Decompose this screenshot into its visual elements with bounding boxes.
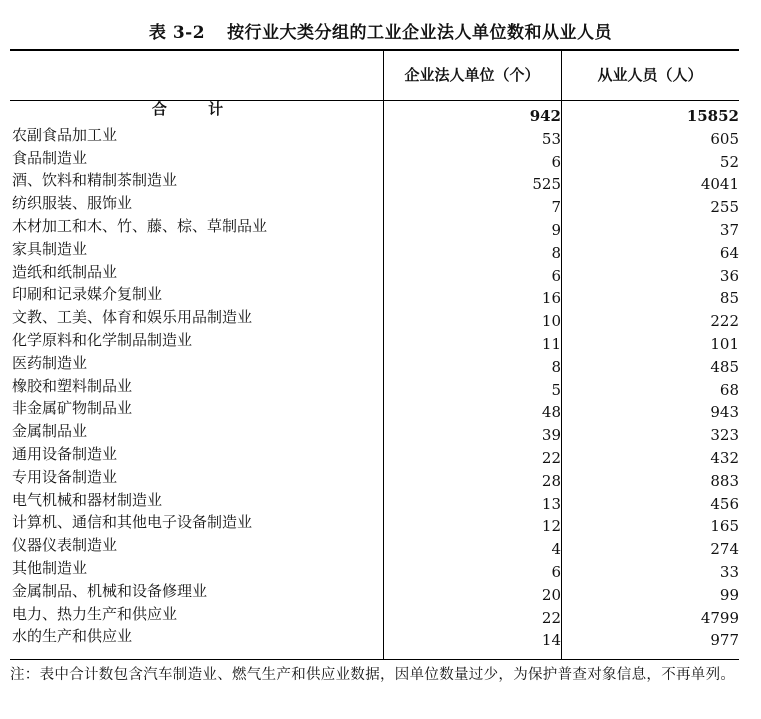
employees-value: 37 bbox=[719, 220, 739, 239]
industry-name: 水的生产和供应业 bbox=[12, 627, 133, 646]
units-value: 6 bbox=[551, 152, 561, 171]
units-value: 28 bbox=[541, 471, 561, 490]
units-value: 53 bbox=[541, 129, 561, 148]
industry-name: 金属制品业 bbox=[12, 422, 88, 441]
units-value: 12 bbox=[541, 517, 561, 536]
industry-name: 专用设备制造业 bbox=[12, 467, 118, 486]
header-units: 企业法人单位（个） bbox=[404, 66, 540, 84]
table-row bbox=[10, 511, 739, 534]
table-row bbox=[10, 443, 739, 466]
table-row bbox=[10, 124, 739, 147]
industry-name: 电气机械和器材制造业 bbox=[12, 490, 163, 509]
employees-value: 36 bbox=[719, 266, 739, 285]
employees-value: 485 bbox=[710, 357, 739, 376]
employees-value: 883 bbox=[710, 471, 739, 490]
total-label: 合 计 bbox=[151, 100, 242, 118]
table-row bbox=[10, 352, 739, 375]
table-row bbox=[10, 192, 739, 215]
industry-name: 食品制造业 bbox=[12, 148, 88, 167]
table-row bbox=[10, 420, 739, 443]
employees-value: 977 bbox=[710, 631, 739, 650]
table-row bbox=[10, 375, 739, 398]
employees-value: 165 bbox=[710, 517, 739, 536]
table-row bbox=[10, 534, 739, 557]
industry-name: 计算机、通信和其他电子设备制造业 bbox=[12, 513, 253, 532]
units-value: 10 bbox=[541, 312, 561, 331]
footnote: 注：表中合计数包含汽车制造业、燃气生产和供应业数据，因单位数量过少，为保护普查对象信息，不再单列。 bbox=[10, 667, 736, 683]
units-value: 48 bbox=[541, 403, 561, 422]
industry-name: 非金属矿物制品业 bbox=[12, 399, 133, 418]
units-value: 22 bbox=[541, 608, 561, 627]
units-value: 6 bbox=[551, 562, 561, 581]
employees-value: 64 bbox=[719, 243, 739, 262]
units-value: 20 bbox=[541, 585, 561, 604]
industry-name: 文教、工美、体育和娱乐用品制造业 bbox=[12, 308, 253, 327]
table-title-text: 按行业大类分组的工业企业法人单位数和从业人员 bbox=[227, 23, 613, 43]
employees-value: 52 bbox=[719, 152, 739, 171]
units-value: 8 bbox=[551, 357, 561, 376]
units-value: 5 bbox=[551, 380, 561, 399]
industry-name: 电力、热力生产和供应业 bbox=[12, 604, 178, 623]
employees-value: 255 bbox=[710, 198, 739, 217]
employees-value: 4041 bbox=[700, 175, 739, 194]
bottom-rule bbox=[10, 659, 739, 660]
industry-name: 橡胶和塑料制品业 bbox=[12, 376, 133, 395]
table-row bbox=[10, 397, 739, 420]
employees-value: 605 bbox=[710, 129, 739, 148]
table-row bbox=[10, 580, 739, 603]
table-body bbox=[10, 101, 739, 648]
units-value: 22 bbox=[541, 448, 561, 467]
units-value: 525 bbox=[532, 175, 561, 194]
table-row bbox=[10, 283, 739, 306]
employees-value: 33 bbox=[719, 562, 739, 581]
table-row bbox=[10, 603, 739, 626]
table-row bbox=[10, 238, 739, 261]
units-value: 11 bbox=[541, 334, 561, 353]
units-value: 13 bbox=[541, 494, 561, 513]
table-number: 表 3-2 bbox=[148, 23, 206, 43]
employees-value: 101 bbox=[710, 334, 739, 353]
units-value: 7 bbox=[551, 198, 561, 217]
header-employees: 从业人员（人） bbox=[597, 66, 703, 84]
employees-value: 222 bbox=[710, 312, 739, 331]
table-row bbox=[10, 169, 739, 192]
employees-value: 456 bbox=[710, 494, 739, 513]
industry-name: 仪器仪表制造业 bbox=[12, 536, 118, 555]
total-employees: 15852 bbox=[686, 107, 739, 125]
units-value: 8 bbox=[551, 243, 561, 262]
industry-name: 纺织服装、服饰业 bbox=[12, 194, 133, 213]
total-row bbox=[10, 101, 739, 124]
table-row bbox=[10, 329, 739, 352]
industry-name: 造纸和纸制品业 bbox=[12, 262, 118, 281]
employees-value: 323 bbox=[710, 426, 739, 445]
table-row bbox=[10, 306, 739, 329]
units-value: 39 bbox=[541, 426, 561, 445]
table-row bbox=[10, 215, 739, 238]
table-row bbox=[10, 557, 739, 580]
units-value: 4 bbox=[551, 540, 561, 559]
employees-value: 99 bbox=[719, 585, 739, 604]
total-units: 942 bbox=[529, 107, 561, 125]
table-row bbox=[10, 261, 739, 284]
industry-name: 化学原料和化学制品制造业 bbox=[12, 330, 193, 349]
industry-name: 酒、饮料和精制茶制造业 bbox=[12, 171, 178, 190]
units-value: 14 bbox=[541, 631, 561, 650]
table-row bbox=[10, 489, 739, 512]
employees-value: 432 bbox=[710, 448, 739, 467]
table-row bbox=[10, 147, 739, 170]
employees-value: 4799 bbox=[700, 608, 739, 627]
employees-value: 85 bbox=[719, 289, 739, 308]
table-title bbox=[0, 18, 761, 43]
employees-value: 68 bbox=[719, 380, 739, 399]
units-value: 9 bbox=[551, 220, 561, 239]
industry-name: 木材加工和木、竹、藤、棕、草制品业 bbox=[12, 216, 268, 235]
industry-name: 金属制品、机械和设备修理业 bbox=[12, 581, 208, 600]
employees-value: 943 bbox=[710, 403, 739, 422]
units-value: 16 bbox=[541, 289, 561, 308]
industry-name: 医药制造业 bbox=[12, 353, 88, 372]
table-row bbox=[10, 466, 739, 489]
industry-name: 农副食品加工业 bbox=[12, 125, 118, 144]
industry-name: 其他制造业 bbox=[12, 558, 88, 577]
table-row bbox=[10, 625, 739, 648]
units-value: 6 bbox=[551, 266, 561, 285]
industry-name: 家具制造业 bbox=[12, 239, 88, 258]
industry-name: 印刷和记录媒介复制业 bbox=[12, 285, 163, 304]
employees-value: 274 bbox=[710, 540, 739, 559]
industry-name: 通用设备制造业 bbox=[12, 444, 118, 463]
